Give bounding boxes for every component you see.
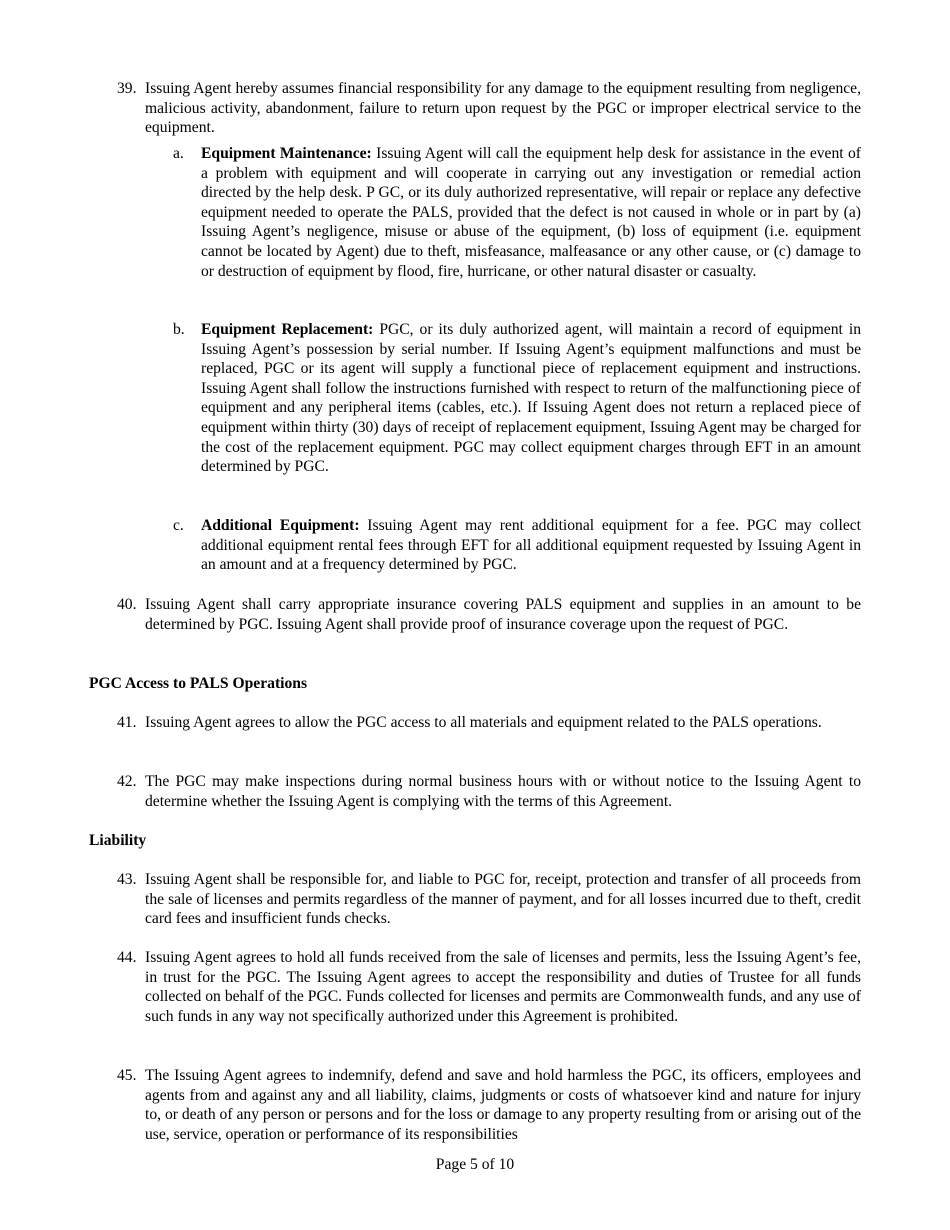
clause-40 bbox=[117, 595, 861, 634]
clause-text: Issuing Agent shall carry appropriate insurance covering PALS equipment and supplies in an amount to be determined by PGC. Issuing Agent shall provide proof of insurance coverage upon the request of PGC. bbox=[145, 596, 861, 633]
clause-number: 43. bbox=[117, 871, 137, 888]
section-heading-liability: Liability bbox=[89, 832, 147, 849]
subclause-letter: c. bbox=[173, 517, 184, 534]
subclause-body bbox=[201, 516, 861, 575]
subclause-body bbox=[201, 144, 861, 281]
clause-number: 40. bbox=[117, 596, 137, 613]
subclause-text: Issuing Agent will call the equipment help desk for assistance in the event of a problem with equipment and will cooperate in carrying out any investigation or remedial action directed by the help desk. P GC, or its duly authorized representative, will repair or replace any defective equipment needed to operate the PALS, provided that the defect is not caused in whole or in part by (a) Issuing Agent’s negligence, misuse or abuse of the equipment, (b) loss of equipment (i.e. equipment cannot be located by Agent) due to theft, misfeasance, malfeasance or any other cause, or (c) damage to or destruction of equipment by flood, fire, hurricane, or other natural disaster or casualty. bbox=[201, 145, 861, 280]
subclause-title: Additional Equipment: bbox=[201, 517, 360, 534]
clause-number: 42. bbox=[117, 773, 137, 790]
clause-text: The PGC may make inspections during normal business hours with or without notice to the Issuing Agent to determine whether the Issuing Agent is complying with the terms of this Agreement. bbox=[145, 773, 861, 810]
clause-number: 44. bbox=[117, 949, 137, 966]
clause-text: The Issuing Agent agrees to indemnify, defend and save and hold harmless the PGC, its officers, employees and agents from and against any and all liability, claims, judgments or costs of whatsoever kind and nature for injury to, or death of any person or persons and for the loss or damage to any property resulting from or arising out of the use, service, operation or performance of its responsibilities bbox=[145, 1067, 861, 1143]
clause-text: Issuing Agent agrees to hold all funds received from the sale of licenses and permits, less the Issuing Agent’s fee, in trust for the PGC. The Issuing Agent agrees to accept the responsibility and duties of Trustee for all funds collected on behalf of the PGC. Funds collected for licenses and permits are Commonwealth funds, and any use of such funds in any way not specifically authorized under this Agreement is prohibited. bbox=[145, 949, 861, 1025]
clause-42 bbox=[117, 772, 861, 811]
page-number: Page 5 of 10 bbox=[435, 1156, 515, 1173]
clause-41 bbox=[117, 713, 861, 733]
clause-number: 45. bbox=[117, 1067, 137, 1084]
clause-39-b bbox=[173, 320, 861, 477]
clause-39 bbox=[117, 79, 861, 138]
subclause-title: Equipment Replacement: bbox=[201, 321, 374, 338]
subclause-text: Issuing Agent may rent additional equipment for a fee. PGC may collect additional equipment rental fees through EFT for all additional equipment requested by Issuing Agent in an amount and at a frequency determined by PGC. bbox=[201, 517, 861, 574]
clause-39-c bbox=[173, 516, 861, 575]
clause-text: Issuing Agent agrees to allow the PGC access to all materials and equipment related to the PALS operations. bbox=[145, 714, 822, 731]
clause-43 bbox=[117, 870, 861, 929]
clause-number: 39. bbox=[117, 80, 137, 97]
clause-text: Issuing Agent hereby assumes financial responsibility for any damage to the equipment resulting from negligence, malicious activity, abandonment, failure to return upon request by the PGC or improper electrical service to the equipment. bbox=[145, 80, 861, 137]
clause-45 bbox=[117, 1066, 861, 1144]
clause-text: Issuing Agent shall be responsible for, and liable to PGC for, receipt, protection and transfer of all proceeds from the sale of licenses and permits regardless of the manner of payment, and for all losses incurred due to theft, credit card fees and insufficient funds checks. bbox=[145, 871, 861, 928]
subclause-letter: a. bbox=[173, 145, 184, 162]
subclause-letter: b. bbox=[173, 321, 185, 338]
subclause-text: PGC, or its duly authorized agent, will maintain a record of equipment in Issuing Agent’s possession by serial number. If Issuing Agent’s equipment malfunctions and must be replaced, PGC or its agent will supply a functional piece of replacement equipment and instructions. Issuing Agent shall follow the instructions furnished with respect to return of the malfunctioning piece of equipment and any peripheral items (cables, etc.). If Issuing Agent does not return a replaced piece of equipment within thirty (30) days of receipt of replacement equipment, Issuing Agent may be charged for the cost of the replacement equipment. PGC may collect equipment charges through EFT in an amount determined by PGC. bbox=[201, 321, 861, 476]
subclause-body bbox=[201, 320, 861, 477]
clause-number: 41. bbox=[117, 714, 137, 731]
clause-39-a bbox=[173, 144, 861, 281]
clause-44 bbox=[117, 948, 861, 1026]
section-heading-access: PGC Access to PALS Operations bbox=[89, 675, 308, 692]
subclause-title: Equipment Maintenance: bbox=[201, 145, 372, 162]
